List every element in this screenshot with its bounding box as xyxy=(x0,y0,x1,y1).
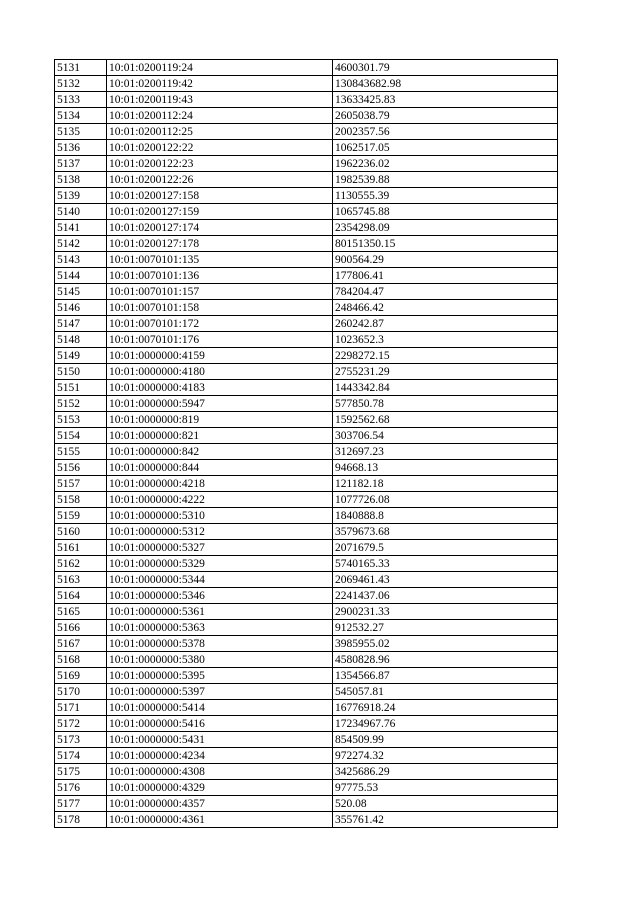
table-row xyxy=(55,748,558,764)
cadastral-number-cell: 10:01:0000000:5414 xyxy=(107,700,333,716)
row-number-cell: 5151 xyxy=(55,380,107,396)
row-number-cell: 5132 xyxy=(55,76,107,92)
value-cell: 97775.53 xyxy=(333,780,558,796)
row-number-cell: 5142 xyxy=(55,236,107,252)
table-row xyxy=(55,684,558,700)
cadastral-number-cell: 10:01:0000000:5363 xyxy=(107,620,333,636)
cadastral-number-cell: 10:01:0200127:159 xyxy=(107,204,333,220)
value-cell: 2241437.06 xyxy=(333,588,558,604)
table-row xyxy=(55,92,558,108)
table-row xyxy=(55,396,558,412)
cadastral-number-cell: 10:01:0000000:842 xyxy=(107,444,333,460)
value-cell: 2900231.33 xyxy=(333,604,558,620)
row-number-cell: 5148 xyxy=(55,332,107,348)
cadastral-number-cell: 10:01:0200119:43 xyxy=(107,92,333,108)
table-row xyxy=(55,364,558,380)
row-number-cell: 5143 xyxy=(55,252,107,268)
table-row xyxy=(55,572,558,588)
value-cell: 3579673.68 xyxy=(333,524,558,540)
row-number-cell: 5144 xyxy=(55,268,107,284)
table-row xyxy=(55,476,558,492)
table-row xyxy=(55,668,558,684)
cadastral-number-cell: 10:01:0200119:42 xyxy=(107,76,333,92)
row-number-cell: 5146 xyxy=(55,300,107,316)
value-cell: 2605038.79 xyxy=(333,108,558,124)
table-row xyxy=(55,588,558,604)
row-number-cell: 5156 xyxy=(55,460,107,476)
cadastral-number-cell: 10:01:0000000:4329 xyxy=(107,780,333,796)
value-cell: 2755231.29 xyxy=(333,364,558,380)
row-number-cell: 5134 xyxy=(55,108,107,124)
row-number-cell: 5141 xyxy=(55,220,107,236)
value-cell: 1962236.02 xyxy=(333,156,558,172)
value-cell: 355761.42 xyxy=(333,812,558,828)
row-number-cell: 5173 xyxy=(55,732,107,748)
value-cell: 312697.23 xyxy=(333,444,558,460)
table-row xyxy=(55,812,558,828)
cadastral-number-cell: 10:01:0000000:5329 xyxy=(107,556,333,572)
value-cell: 94668.13 xyxy=(333,460,558,476)
row-number-cell: 5152 xyxy=(55,396,107,412)
row-number-cell: 5145 xyxy=(55,284,107,300)
row-number-cell: 5168 xyxy=(55,652,107,668)
value-cell: 577850.78 xyxy=(333,396,558,412)
row-number-cell: 5171 xyxy=(55,700,107,716)
table-row xyxy=(55,556,558,572)
cadastral-number-cell: 10:01:0000000:5312 xyxy=(107,524,333,540)
value-cell: 912532.27 xyxy=(333,620,558,636)
cadastral-number-cell: 10:01:0000000:5378 xyxy=(107,636,333,652)
row-number-cell: 5162 xyxy=(55,556,107,572)
value-cell: 854509.99 xyxy=(333,732,558,748)
row-number-cell: 5135 xyxy=(55,124,107,140)
table-row xyxy=(55,252,558,268)
value-cell: 900564.29 xyxy=(333,252,558,268)
table-row xyxy=(55,524,558,540)
value-cell: 5740165.33 xyxy=(333,556,558,572)
table-row xyxy=(55,732,558,748)
table-row xyxy=(55,508,558,524)
value-cell: 2071679.5 xyxy=(333,540,558,556)
table-row xyxy=(55,284,558,300)
row-number-cell: 5131 xyxy=(55,60,107,76)
cadastral-number-cell: 10:01:0200122:22 xyxy=(107,140,333,156)
table-row xyxy=(55,636,558,652)
table-row xyxy=(55,316,558,332)
table-row xyxy=(55,76,558,92)
value-cell: 1065745.88 xyxy=(333,204,558,220)
table-row xyxy=(55,60,558,76)
value-cell: 3425686.29 xyxy=(333,764,558,780)
row-number-cell: 5175 xyxy=(55,764,107,780)
table-row xyxy=(55,108,558,124)
value-cell: 1982539.88 xyxy=(333,172,558,188)
table-row xyxy=(55,204,558,220)
table-row xyxy=(55,796,558,812)
value-cell: 4580828.96 xyxy=(333,652,558,668)
row-number-cell: 5161 xyxy=(55,540,107,556)
row-number-cell: 5166 xyxy=(55,620,107,636)
table-row xyxy=(55,492,558,508)
table-row xyxy=(55,156,558,172)
row-number-cell: 5167 xyxy=(55,636,107,652)
value-cell: 2069461.43 xyxy=(333,572,558,588)
cadastral-number-cell: 10:01:0000000:5416 xyxy=(107,716,333,732)
cadastral-number-cell: 10:01:0070101:172 xyxy=(107,316,333,332)
cadastral-number-cell: 10:01:0000000:5947 xyxy=(107,396,333,412)
table-row xyxy=(55,652,558,668)
value-cell: 17234967.76 xyxy=(333,716,558,732)
table-row xyxy=(55,332,558,348)
cadastral-number-cell: 10:01:0000000:4234 xyxy=(107,748,333,764)
cadastral-number-cell: 10:01:0000000:4222 xyxy=(107,492,333,508)
table-row xyxy=(55,348,558,364)
cadastral-number-cell: 10:01:0000000:4159 xyxy=(107,348,333,364)
table-row xyxy=(55,412,558,428)
row-number-cell: 5159 xyxy=(55,508,107,524)
row-number-cell: 5160 xyxy=(55,524,107,540)
cadastral-number-cell: 10:01:0070101:158 xyxy=(107,300,333,316)
value-cell: 1443342.84 xyxy=(333,380,558,396)
value-cell: 545057.81 xyxy=(333,684,558,700)
cadastral-number-cell: 10:01:0000000:5361 xyxy=(107,604,333,620)
cadastral-number-cell: 10:01:0000000:5327 xyxy=(107,540,333,556)
row-number-cell: 5178 xyxy=(55,812,107,828)
cadastral-number-cell: 10:01:0200122:23 xyxy=(107,156,333,172)
table-row xyxy=(55,172,558,188)
value-cell: 1354566.87 xyxy=(333,668,558,684)
cadastral-number-cell: 10:01:0000000:821 xyxy=(107,428,333,444)
cadastral-number-cell: 10:01:0000000:4183 xyxy=(107,380,333,396)
cadastral-number-cell: 10:01:0200112:25 xyxy=(107,124,333,140)
row-number-cell: 5149 xyxy=(55,348,107,364)
row-number-cell: 5165 xyxy=(55,604,107,620)
value-cell: 520.08 xyxy=(333,796,558,812)
table-row xyxy=(55,236,558,252)
cadastral-number-cell: 10:01:0000000:4308 xyxy=(107,764,333,780)
table-row xyxy=(55,140,558,156)
table-row xyxy=(55,268,558,284)
row-number-cell: 5150 xyxy=(55,364,107,380)
row-number-cell: 5153 xyxy=(55,412,107,428)
value-cell: 130843682.98 xyxy=(333,76,558,92)
table-row xyxy=(55,604,558,620)
value-cell: 1077726.08 xyxy=(333,492,558,508)
cadastral-number-cell: 10:01:0000000:5380 xyxy=(107,652,333,668)
cadastral-number-cell: 10:01:0000000:4361 xyxy=(107,812,333,828)
table-row xyxy=(55,460,558,476)
cadastral-number-cell: 10:01:0200122:26 xyxy=(107,172,333,188)
data-table xyxy=(54,59,558,828)
row-number-cell: 5133 xyxy=(55,92,107,108)
value-cell: 248466.42 xyxy=(333,300,558,316)
row-number-cell: 5176 xyxy=(55,780,107,796)
cadastral-number-cell: 10:01:0200119:24 xyxy=(107,60,333,76)
cadastral-number-cell: 10:01:0070101:136 xyxy=(107,268,333,284)
row-number-cell: 5155 xyxy=(55,444,107,460)
row-number-cell: 5147 xyxy=(55,316,107,332)
cadastral-number-cell: 10:01:0000000:5397 xyxy=(107,684,333,700)
row-number-cell: 5169 xyxy=(55,668,107,684)
value-cell: 1840888.8 xyxy=(333,508,558,524)
value-cell: 972274.32 xyxy=(333,748,558,764)
cadastral-number-cell: 10:01:0070101:176 xyxy=(107,332,333,348)
value-cell: 260242.87 xyxy=(333,316,558,332)
cadastral-number-cell: 10:01:0070101:135 xyxy=(107,252,333,268)
row-number-cell: 5139 xyxy=(55,188,107,204)
cadastral-number-cell: 10:01:0000000:4218 xyxy=(107,476,333,492)
table-row xyxy=(55,780,558,796)
row-number-cell: 5137 xyxy=(55,156,107,172)
cadastral-number-cell: 10:01:0000000:5395 xyxy=(107,668,333,684)
value-cell: 2354298.09 xyxy=(333,220,558,236)
value-cell: 784204.47 xyxy=(333,284,558,300)
row-number-cell: 5174 xyxy=(55,748,107,764)
value-cell: 16776918.24 xyxy=(333,700,558,716)
value-cell: 4600301.79 xyxy=(333,60,558,76)
row-number-cell: 5140 xyxy=(55,204,107,220)
cadastral-number-cell: 10:01:0000000:4357 xyxy=(107,796,333,812)
cadastral-number-cell: 10:01:0000000:5431 xyxy=(107,732,333,748)
cadastral-number-cell: 10:01:0000000:5310 xyxy=(107,508,333,524)
value-cell: 121182.18 xyxy=(333,476,558,492)
row-number-cell: 5170 xyxy=(55,684,107,700)
table-row xyxy=(55,220,558,236)
table-body xyxy=(55,60,558,828)
cadastral-number-cell: 10:01:0200127:174 xyxy=(107,220,333,236)
value-cell: 1023652.3 xyxy=(333,332,558,348)
cadastral-number-cell: 10:01:0000000:5344 xyxy=(107,572,333,588)
table-row xyxy=(55,764,558,780)
cadastral-number-cell: 10:01:0200112:24 xyxy=(107,108,333,124)
row-number-cell: 5157 xyxy=(55,476,107,492)
row-number-cell: 5164 xyxy=(55,588,107,604)
cadastral-number-cell: 10:01:0000000:844 xyxy=(107,460,333,476)
value-cell: 2002357.56 xyxy=(333,124,558,140)
value-cell: 2298272.15 xyxy=(333,348,558,364)
table-row xyxy=(55,444,558,460)
table-row xyxy=(55,428,558,444)
table-row xyxy=(55,300,558,316)
cadastral-number-cell: 10:01:0200127:178 xyxy=(107,236,333,252)
value-cell: 1592562.68 xyxy=(333,412,558,428)
cadastral-number-cell: 10:01:0070101:157 xyxy=(107,284,333,300)
value-cell: 1062517.05 xyxy=(333,140,558,156)
row-number-cell: 5177 xyxy=(55,796,107,812)
value-cell: 303706.54 xyxy=(333,428,558,444)
table-row xyxy=(55,540,558,556)
cadastral-number-cell: 10:01:0200127:158 xyxy=(107,188,333,204)
row-number-cell: 5172 xyxy=(55,716,107,732)
value-cell: 1130555.39 xyxy=(333,188,558,204)
row-number-cell: 5163 xyxy=(55,572,107,588)
table-row xyxy=(55,716,558,732)
value-cell: 3985955.02 xyxy=(333,636,558,652)
cadastral-number-cell: 10:01:0000000:4180 xyxy=(107,364,333,380)
table-row xyxy=(55,620,558,636)
table-row xyxy=(55,380,558,396)
row-number-cell: 5136 xyxy=(55,140,107,156)
value-cell: 177806.41 xyxy=(333,268,558,284)
value-cell: 13633425.83 xyxy=(333,92,558,108)
cadastral-number-cell: 10:01:0000000:819 xyxy=(107,412,333,428)
row-number-cell: 5138 xyxy=(55,172,107,188)
row-number-cell: 5154 xyxy=(55,428,107,444)
table-row xyxy=(55,124,558,140)
table-row xyxy=(55,188,558,204)
cadastral-number-cell: 10:01:0000000:5346 xyxy=(107,588,333,604)
row-number-cell: 5158 xyxy=(55,492,107,508)
table-row xyxy=(55,700,558,716)
value-cell: 80151350.15 xyxy=(333,236,558,252)
